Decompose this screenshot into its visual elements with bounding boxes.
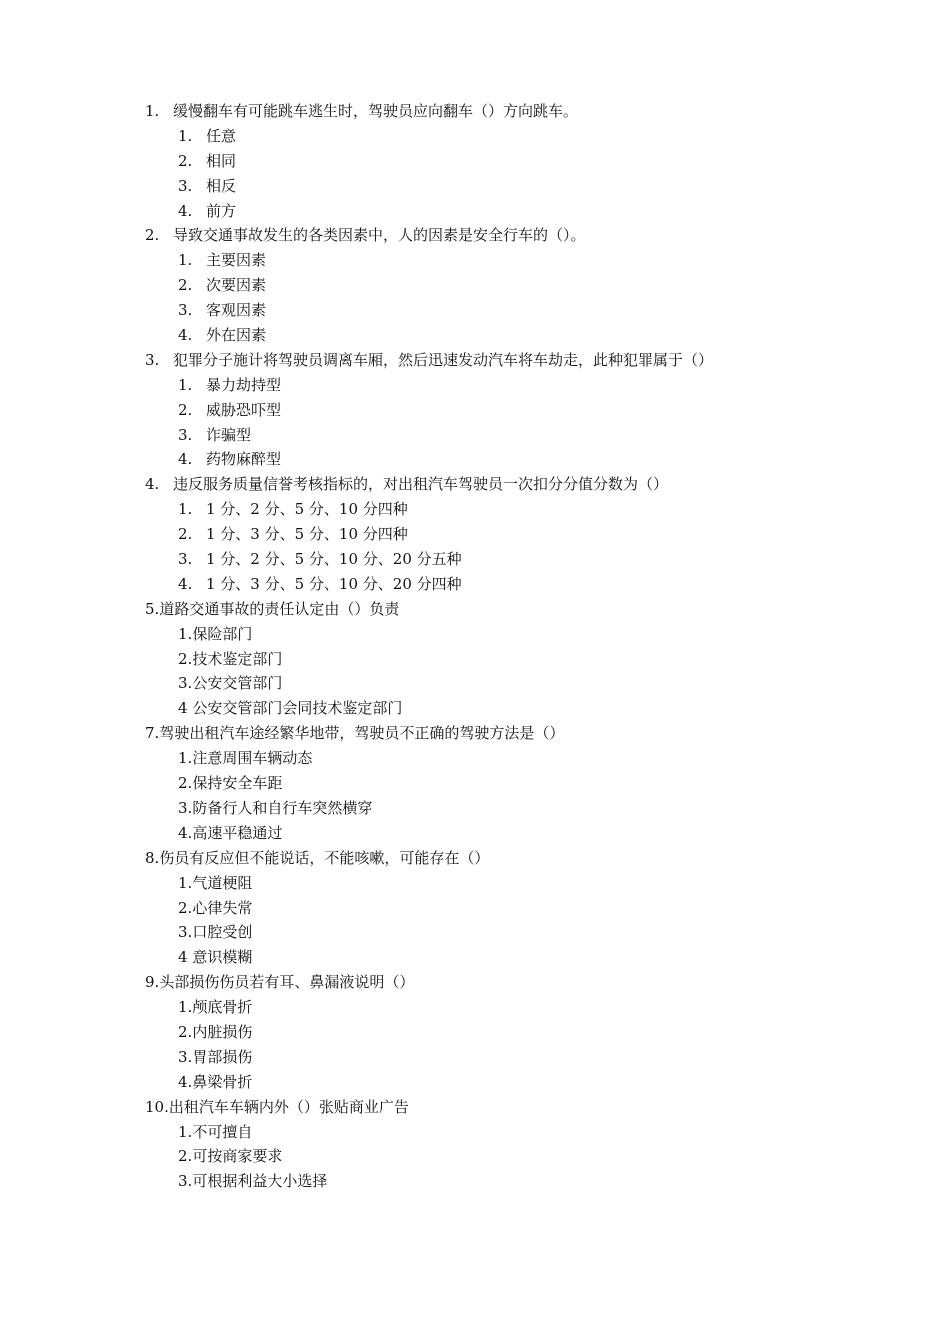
- option-3-1: [145, 373, 905, 398]
- option-text: 1 分、2 分、5 分、10 分、20 分五种: [206, 550, 462, 569]
- option-number: 1.: [178, 126, 193, 145]
- option-number: 3.: [178, 798, 193, 817]
- option-text: 1 分、3 分、5 分、10 分、20 分四种: [206, 574, 462, 593]
- question-number: 10.: [145, 1097, 169, 1116]
- question-3: [145, 348, 905, 373]
- option-1-2: [145, 149, 905, 174]
- option-text: 不可擅自: [192, 1122, 253, 1141]
- option-8-3: [145, 1045, 905, 1070]
- option-6-3: [145, 796, 905, 821]
- option-number: 3.: [178, 301, 193, 320]
- option-number: 3.: [178, 176, 193, 195]
- question-text: 头部损伤伤员若有耳、鼻漏液说明（）: [159, 973, 415, 992]
- option-number: 1.: [178, 624, 193, 643]
- option-1-1: [145, 124, 905, 149]
- option-4-3: [145, 547, 905, 572]
- option-text: 内脏损伤: [192, 1022, 253, 1041]
- option-9-2: [145, 1144, 905, 1169]
- option-text: 客观因素: [206, 301, 267, 320]
- option-number: 3.: [178, 1172, 193, 1191]
- option-4-1: [145, 497, 905, 522]
- question-number: 1.: [145, 102, 160, 120]
- option-number: 2.: [178, 400, 193, 419]
- option-6-2: [145, 771, 905, 796]
- option-8-2: [145, 1020, 905, 1045]
- question-text: 犯罪分子施计将驾驶员调离车厢，然后迅速发动汽车将车劫走，此种犯罪属于（）: [173, 350, 714, 369]
- question-4: [145, 472, 905, 497]
- option-8-1: [145, 995, 905, 1020]
- option-6-4: [145, 821, 905, 846]
- option-5-2: [145, 647, 905, 672]
- option-number: 2.: [178, 1022, 193, 1041]
- question-number: 2.: [145, 226, 160, 245]
- question-text: 违反服务质量信誉考核指标的，对出租汽车驾驶员一次扣分分值分数为（）: [173, 475, 669, 494]
- option-number: 2.: [178, 649, 193, 668]
- question-7: [145, 846, 905, 871]
- question-number: 3.: [145, 350, 160, 369]
- option-text: 可根据利益大小选择: [192, 1172, 328, 1191]
- question-8: [145, 970, 905, 995]
- question-text: 伤员有反应但不能说话，不能咳嗽，可能存在（）: [159, 848, 490, 867]
- option-number: 1.: [178, 873, 193, 892]
- option-text: 前方: [206, 201, 237, 220]
- option-7-4: [145, 945, 905, 970]
- option-6-1: [145, 746, 905, 771]
- question-number: 8.: [145, 848, 160, 867]
- question-number: 9.: [145, 973, 160, 992]
- option-text: 胃部损伤: [192, 1047, 253, 1066]
- option-text: 口腔受创: [192, 923, 253, 942]
- option-7-2: [145, 896, 905, 921]
- option-text: 主要因素: [206, 251, 267, 270]
- option-text: 高速平稳通过: [192, 823, 283, 842]
- option-text: 诈骗型: [206, 425, 252, 444]
- option-text: 公安交管部门会同技术鉴定部门: [192, 699, 403, 718]
- option-1-3: [145, 174, 905, 199]
- option-text: 保险部门: [192, 624, 253, 643]
- option-text: 保持安全车距: [192, 774, 283, 793]
- option-3-3: [145, 423, 905, 448]
- option-text: 暴力劫持型: [206, 375, 282, 394]
- option-text: 相同: [206, 151, 237, 170]
- option-5-1: [145, 622, 905, 647]
- option-text: 1 分、3 分、5 分、10 分四种: [206, 525, 408, 544]
- option-text: 气道梗阻: [192, 873, 253, 892]
- option-number: 4.: [178, 450, 193, 469]
- option-2-3: [145, 298, 905, 323]
- option-text: 次要因素: [206, 276, 267, 295]
- option-7-1: [145, 871, 905, 896]
- option-text: 鼻梁骨折: [192, 1072, 253, 1091]
- option-3-2: [145, 398, 905, 423]
- question-text: 道路交通事故的责任认定由（）负责: [159, 599, 400, 618]
- option-number: 1.: [178, 998, 193, 1017]
- question-number: 4.: [145, 475, 160, 494]
- option-number: 1.: [178, 1122, 193, 1141]
- option-2-2: [145, 273, 905, 298]
- option-3-4: [145, 447, 905, 472]
- option-text: 心律失常: [192, 898, 253, 917]
- option-number: 4.: [178, 574, 193, 593]
- option-text: 外在因素: [206, 326, 267, 345]
- option-text: 任意: [206, 126, 237, 145]
- option-number: 4: [178, 948, 193, 967]
- option-number: 4.: [178, 823, 193, 842]
- option-number: 4.: [178, 326, 193, 345]
- option-number: 3.: [178, 674, 193, 693]
- question-9: [145, 1095, 905, 1120]
- option-text: 颅底骨折: [192, 998, 253, 1017]
- option-number: 1.: [178, 375, 193, 394]
- option-4-2: [145, 522, 905, 547]
- option-2-1: [145, 248, 905, 273]
- option-text: 防备行人和自行车突然横穿: [192, 798, 373, 817]
- option-7-3: [145, 920, 905, 945]
- option-text: 药物麻醉型: [206, 450, 282, 469]
- question-1: [145, 99, 905, 124]
- question-text: 导致交通事故发生的各类因素中，人的因素是安全行车的（）。: [173, 226, 586, 245]
- question-6: [145, 721, 905, 746]
- option-number: 1.: [178, 500, 193, 519]
- option-number: 3.: [178, 550, 193, 569]
- option-number: 2.: [178, 525, 193, 544]
- question-text: 缓慢翻车有可能跳车逃生时，驾驶员应向翻车（）方向跳车。: [173, 102, 579, 120]
- option-5-3: [145, 671, 905, 696]
- option-4-4: [145, 572, 905, 597]
- option-8-4: [145, 1070, 905, 1095]
- option-number: 3.: [178, 1047, 193, 1066]
- option-number: 4.: [178, 1072, 193, 1091]
- option-number: 2.: [178, 774, 193, 793]
- question-number: 5.: [145, 599, 160, 618]
- option-text: 意识模糊: [192, 948, 253, 967]
- option-number: 3.: [178, 425, 193, 444]
- question-text: 驾驶出租汽车途经繁华地带，驾驶员不正确的驾驶方法是（）: [159, 724, 565, 743]
- question-2: [145, 223, 905, 248]
- question-list: [145, 99, 905, 1194]
- option-number: 2.: [178, 276, 193, 295]
- option-number: 4.: [178, 201, 193, 220]
- option-number: 2.: [178, 151, 193, 170]
- option-9-3: [145, 1169, 905, 1194]
- option-number: 2.: [178, 1147, 193, 1166]
- option-text: 公安交管部门: [192, 674, 283, 693]
- option-5-4: [145, 696, 905, 721]
- option-number: 1.: [178, 749, 193, 768]
- option-number: 3.: [178, 923, 193, 942]
- option-number: 1.: [178, 251, 193, 270]
- option-number: 4: [178, 699, 193, 718]
- question-text: 出租汽车车辆内外（）张贴商业广告: [168, 1097, 409, 1116]
- option-text: 1 分、2 分、5 分、10 分四种: [206, 500, 408, 519]
- option-text: 技术鉴定部门: [192, 649, 283, 668]
- option-text: 可按商家要求: [192, 1147, 283, 1166]
- option-text: 威胁恐吓型: [206, 400, 282, 419]
- option-2-4: [145, 323, 905, 348]
- option-number: 2.: [178, 898, 193, 917]
- question-number: 7.: [145, 724, 160, 743]
- option-9-1: [145, 1120, 905, 1145]
- option-1-4: [145, 199, 905, 224]
- question-5: [145, 597, 905, 622]
- option-text: 注意周围车辆动态: [192, 749, 313, 768]
- option-text: 相反: [206, 176, 237, 195]
